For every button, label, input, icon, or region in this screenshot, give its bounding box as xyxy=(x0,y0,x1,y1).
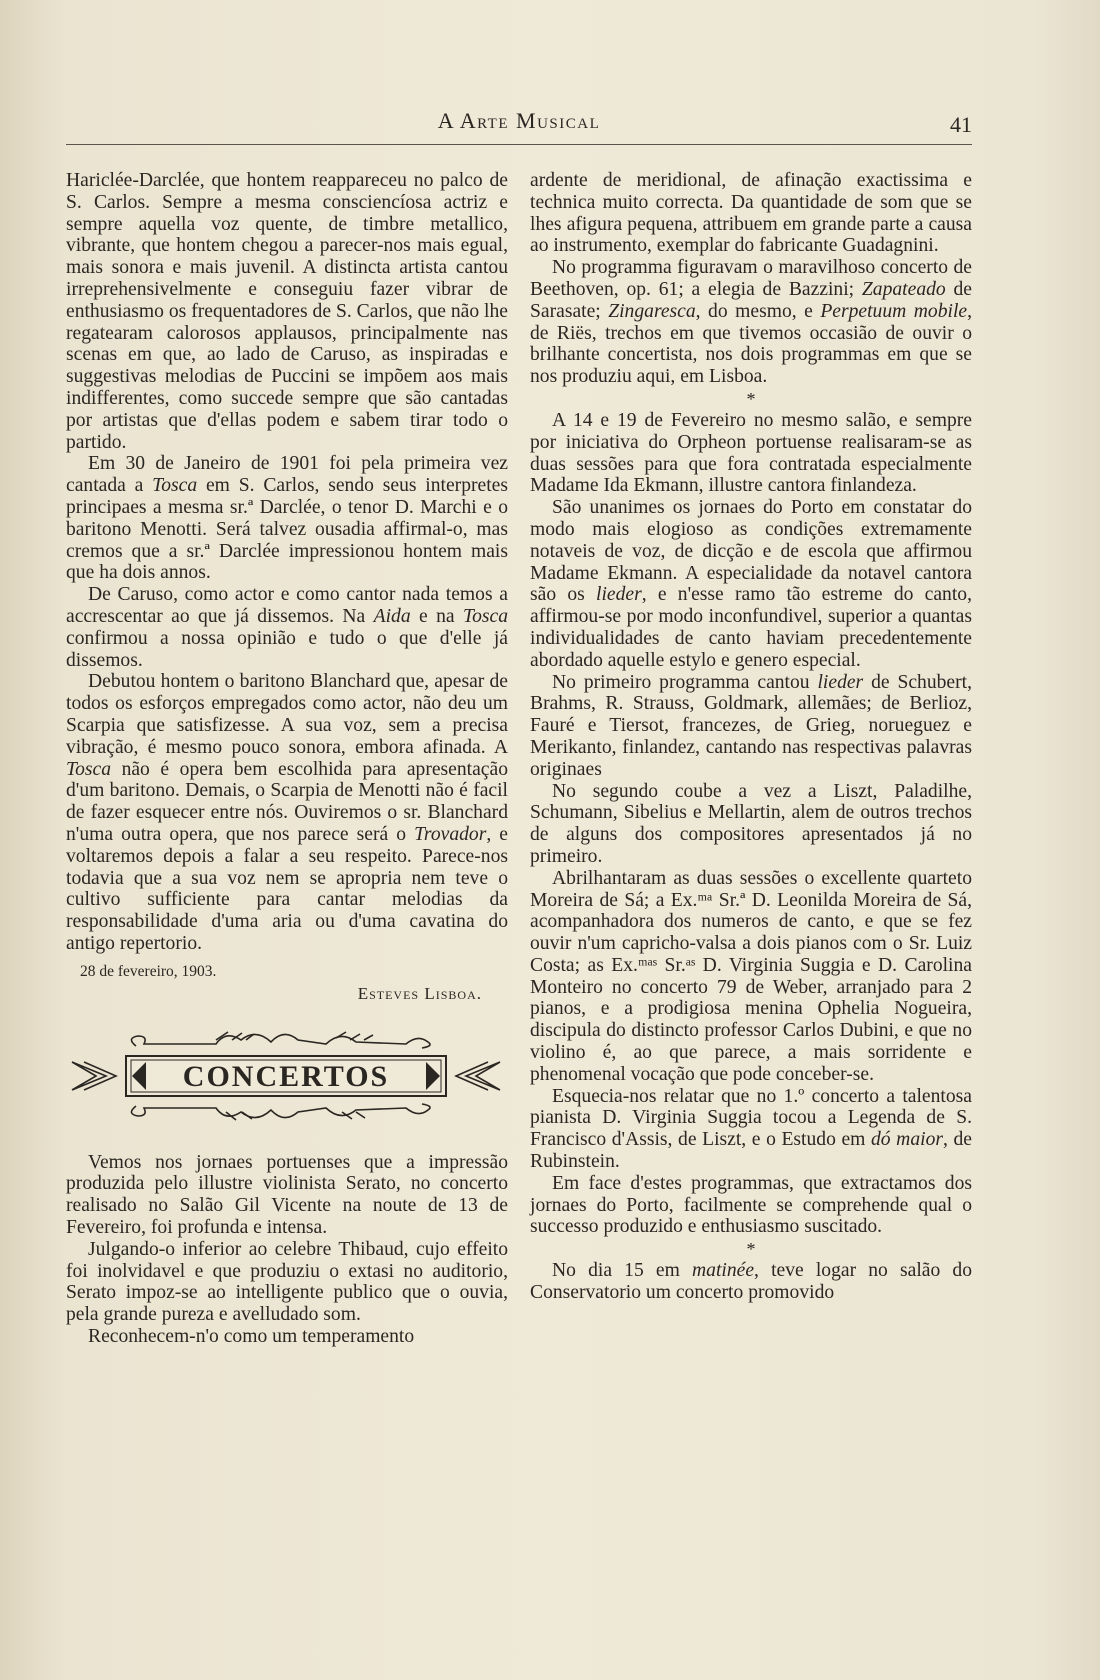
paragraph: Esquecia-nos relatar que no 1.º concerto a talentosa pianista D. Virginia Suggia tocou a Legenda de S. Francisco d'Assis, de Liszt, e o Estudo em dó maior, de Rubinstein. xyxy=(530,1085,972,1173)
opera-title: Tosca xyxy=(66,758,112,780)
dateline: 28 de fevereiro, 1903. xyxy=(80,962,217,980)
paragraph: No dia 15 em matinée, teve logar no salão do Conservatorio um concerto promovido xyxy=(530,1260,972,1304)
emphasis: dó maior xyxy=(871,1129,943,1151)
work-title: Zapateado xyxy=(861,278,946,300)
page-header xyxy=(66,108,972,145)
paragraph: São unanimes os jornaes do Porto em constatar do modo mais elogioso as condições extremamente notaveis de voz, de dicção e de escola que affirmou Madame Ekmann. A especialidade da notavel cantora são os lieder, e n'esse ramo tão estreme do canto, affirmou-se por modo inconfundivel, superior a quantas individualidades de canto haviam precedentemente abordado aquelle estylo e genero especial. xyxy=(530,497,972,671)
paragraph: No primeiro programma cantou lieder de Schubert, Brahms, R. Strauss, Goldmark, allemães; de Berlioz, Fauré e Tiersot, francezes, de Grieg, norueguez e Merikanto, finlandez, cantando nas respectivas palavras originaes xyxy=(530,671,972,780)
section-separator: * xyxy=(746,388,756,409)
section-separator: * xyxy=(746,1239,756,1260)
author-signature: Esteves Lisboa. xyxy=(357,983,482,1003)
paragraph: No programma figuravam o maravilhoso concerto de Beethoven, op. 61; a elegia de Bazzini; Zapateado de Sarasate; Zingaresca, do mesmo, e Perpetuum mobile, de Riës, trechos em que tivemos occasião de ouvir o brilhante concertista, nos dois programmas em que se nos produziu aqui, em Lisboa. xyxy=(530,257,973,388)
paragraph: A 14 e 19 de Fevereiro no mesmo salão, e sempre por iniciativa do Orpheon portuense realisaram-se as duas sessões para que fora contratada especialmente Madame Ida Ekmann, illustre cantora finlandeza. xyxy=(530,409,972,497)
emphasis: lieder xyxy=(596,584,642,606)
running-title: A Arte Musical xyxy=(437,108,601,133)
page-number: 41 xyxy=(950,112,972,137)
opera-title: Tosca xyxy=(463,605,509,627)
paragraph: No segundo coube a vez a Liszt, Paladilhe, Schumann, Sibelius e Mellartin, alem de outros trechos de alguns dos compositores apresentados já no primeiro. xyxy=(530,780,972,867)
paragraph: Julgando-o inferior ao celebre Thibaud, cujo effeito foi inolvidavel e que produziu o extasi no auditorio, Serato impoz-se ao intelligente publico que o ouvia, pela grande pureza e avelludado som. xyxy=(66,1238,508,1326)
work-title: Perpetuum mobile xyxy=(820,300,968,322)
paragraph: Abrilhantaram as duas sessões o excellente quarteto Moreira de Sá; a Ex.ᵐᵃ Sr.ª D. Leonilda Moreira de Sá, acompanhadora dos numeros de canto, e que se fez ouvir n'um capricho-valsa a dois pianos com o Sr. Luiz Costa; as Ex.ᵐᵃˢ Sr.ᵃˢ D. Virginia Suggia e D. Carolina Monteiro no concerto 79 de Weber, arranjado para 2 pianos, e a prodigiosa menina Ophelia Nogueira, discipula do distincto professor Carlos Dubini, e que no violino é, ao que parece, a mais sorridente e phenomenal vocação que pode conceber-se. xyxy=(530,867,972,1085)
paragraph: ardente de meridional, de afinação exactissima e technica muito correcta. Da quantidade de som que se lhes afigura pequena, attribuem em grande parte a causa ao instrumento, exemplar do fabricante Guadagnini. xyxy=(530,170,972,257)
emphasis: matinée xyxy=(692,1260,755,1282)
section-title: CONCERTOS xyxy=(182,1059,390,1093)
ornamental-banner-graphic xyxy=(66,1016,506,1134)
paragraph: Em face d'estes programmas, que extractamos dos jornaes do Porto, facilmente se comprehende qual o successo produzido e enthusiasmo suscitado. xyxy=(530,1172,972,1238)
section-banner xyxy=(66,1016,506,1134)
paragraph: Debutou hontem o baritono Blanchard que, apesar de todos os esforços empregados como actor, não deu um Scarpia que satisfizesse. A sua voz, sem a precisa vibração, é mesmo pouco sonora, embora afinada. A Tosca não é opera bem escolhida para apresentação d'um baritono. Demais, o Scarpia de Menotti não é facil de fazer esquecer entre nós. Ouviremos o sr. Blanchard n'uma outra opera, que nos parece será o Trovador, e voltaremos depois a falar a seu respeito. Parece-nos todavia que a sua voz nem se apropria nem teve o cultivo sufficiente para cantar melodias da responsabilidade d'uma aria ou d'uma cavatina do antigo repertorio. xyxy=(66,671,508,954)
opera-title: Tosca xyxy=(152,475,198,497)
right-column xyxy=(530,170,972,1304)
left-column xyxy=(66,170,508,1348)
paragraph: Hariclée-Darclée, que hontem reappareceu no palco de S. Carlos. Sempre a mesma consciencíosa actriz e sempre aquella voz quente, de timbre metallico, vibrante, que hontem chegou a parecer-nos mais egual, mais sonora e mais juvenil. A distincta artista cantou irreprehensivelmente e conseguiu fazer vibrar de enthusiasmo os frequentadores de S. Carlos, que não lhe regatearam calorosos applausos, principalmente nas scenas em que, ao lado de Caruso, as inspiradas e suggestivas melodias de Puccini se impõem aos mais indifferentes, como succede sempre que são cantadas por artistas que d'ellas podem e sabem tirar todo o partido. xyxy=(66,170,508,453)
paragraph: Reconhecem-n'o como um temperamento xyxy=(88,1326,415,1348)
paragraph: De Caruso, como actor e como cantor nada temos a accrescentar ao que já dissemos. Na Aida e na Tosca confirmou a nossa opinião e tudo o que d'elle já dissemos. xyxy=(66,584,509,671)
opera-title: Trovador xyxy=(414,823,487,845)
paragraph: Em 30 de Janeiro de 1901 foi pela primeira vez cantada a Tosca em S. Carlos, sendo seus interpretes principaes a mesma sr.ª Darclée, o tenor D. Marchi e o baritono Menotti. Será talvez ousadia affirmal-o, mas cremos que a sr.ª Darclée impressionou hontem mais que ha dois annos. xyxy=(66,453,508,584)
opera-title: Aida xyxy=(373,605,411,627)
emphasis: lieder xyxy=(817,671,864,693)
work-title: Zingaresca xyxy=(608,300,696,322)
paragraph: Vemos nos jornaes portuenses que a impressão produzida pelo illustre violinista Serato, no concerto realisado no Salão Gil Vicente na noute de 13 de Fevereiro, foi profunda e intensa. xyxy=(66,1151,508,1239)
